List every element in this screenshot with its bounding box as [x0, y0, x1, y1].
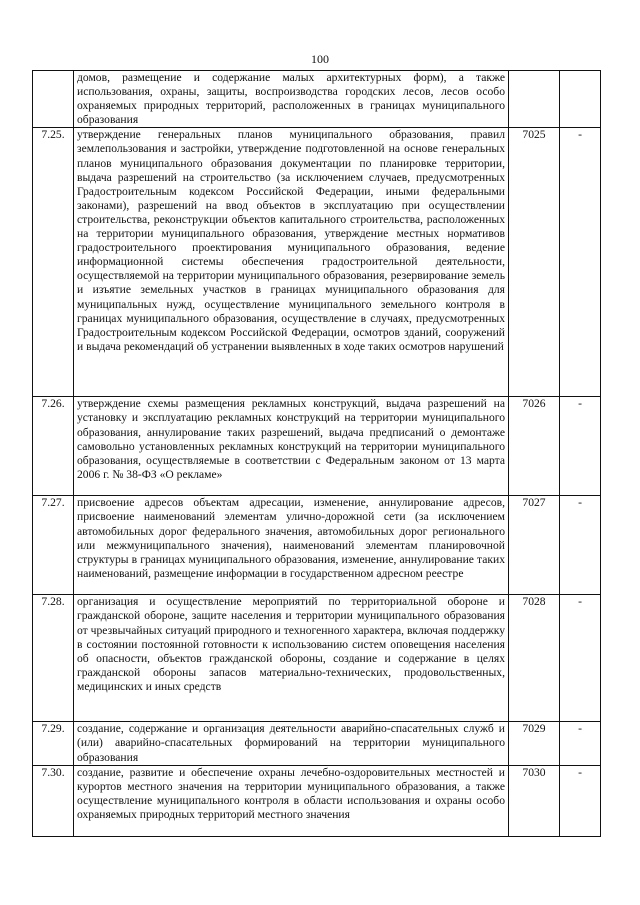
- row-description: утверждение схемы размещения рекламных конструкций, выдача разрешений на установку и эксплуатацию рекламных конструкций на территории муниципального образования, аннулирование таких разрешений, выдача предписаний о демонтаже самовольно установленных рекламных конструкций на территории муниципального образования, осуществляемые в соответствии с Федеральным законом от 13 марта 2006 г. № 38-ФЗ «О рекламе»: [74, 397, 509, 496]
- row-description: утверждение генеральных планов муниципального образования, правил землепользования и застройки, утверждение подготовленной на основе генеральных планов муниципального образования документации по планировке территории, выдача разрешений на строительство (за исключением случаев, предусмотренных Градостроительным кодексом Российской Федерации, иными федеральными законами), разрешений на ввод объектов в эксплуатацию при осуществлении строительства, реконструкции объектов капитального строительства, расположенных на территории муниципального образования, утверждение местных нормативов градостроительного проектирования муниципального образования, ведение информационной системы обеспечения градостроительной деятельности, осуществляемой на территории муниципального образования, резервирование земель и изъятие земельных участков в границах муниципального образования для муниципальных нужд, осуществление муниципального земельного контроля в границах муниципального образования, осуществление в случаях, предусмотренных Градостроительным кодексом Российской Федерации, осмотров зданий, сооружений и выдача рекомендаций об устранении выявленных в ходе таких осмотров нарушений: [74, 128, 509, 397]
- row-code: 7029: [509, 722, 560, 765]
- table-row: [33, 128, 601, 397]
- row-mark: -: [560, 722, 601, 765]
- row-description: создание, развитие и обеспечение охраны лечебно-оздоровительных местностей и курортов местного значения на территории муниципального образования, а также осуществление муниципального контроля в области использования и охраны особо охраняемых природных территорий местного значения: [74, 765, 509, 836]
- table-row: [33, 595, 601, 722]
- row-code: 7025: [509, 128, 560, 397]
- row-description: домов, размещение и содержание малых архитектурных форм), а также использования, охраны, защиты, воспроизводства городских лесов, лесов особо охраняемых природных территорий, расположенных в границах муниципального образования: [74, 71, 509, 128]
- row-description: присвоение адресов объектам адресации, изменение, аннулирование адресов, присвоение наименований элементам улично-дорожной сети (за исключением автомобильных дорог федерального значения, автомобильных дорог регионального или межмуниципального значения), наименований элементам планировочной структуры в границах муниципального образования, изменение, аннулирование таких наименований, размещение информации в государственном адресном реестре: [74, 496, 509, 595]
- row-number: [33, 71, 74, 128]
- row-code: 7027: [509, 496, 560, 595]
- row-mark: -: [560, 595, 601, 722]
- row-code: 7030: [509, 765, 560, 836]
- row-mark: -: [560, 128, 601, 397]
- row-mark: -: [560, 496, 601, 595]
- row-number: 7.27.: [33, 496, 74, 595]
- powers-table: [32, 70, 601, 837]
- row-code: 7028: [509, 595, 560, 722]
- row-number: 7.29.: [33, 722, 74, 765]
- row-mark: [560, 71, 601, 128]
- row-number: 7.25.: [33, 128, 74, 397]
- row-number: 7.26.: [33, 397, 74, 496]
- page-number: 100: [311, 52, 329, 66]
- row-mark: -: [560, 397, 601, 496]
- row-code: [509, 71, 560, 128]
- table-row: [33, 71, 601, 128]
- row-number: 7.30.: [33, 765, 74, 836]
- table-row: [33, 397, 601, 496]
- row-code: 7026: [509, 397, 560, 496]
- row-description: создание, содержание и организация деятельности аварийно-спасательных служб и (или) аварийно-спасательных формирований на территории муниципального образования: [74, 722, 509, 765]
- table-row: [33, 496, 601, 595]
- table-row: [33, 722, 601, 765]
- row-description: организация и осуществление мероприятий по территориальной обороне и гражданской обороне, защите населения и территории муниципального образования от чрезвычайных ситуаций природного и техногенного характера, включая поддержку в состоянии постоянной готовности к использованию систем оповещения населения об опасности, объектов гражданской обороны, создание и содержание в целях гражданской обороны запасов материально-технических, продовольственных, медицинских и иных средств: [74, 595, 509, 722]
- row-number: 7.28.: [33, 595, 74, 722]
- row-mark: -: [560, 765, 601, 836]
- table-row: [33, 765, 601, 836]
